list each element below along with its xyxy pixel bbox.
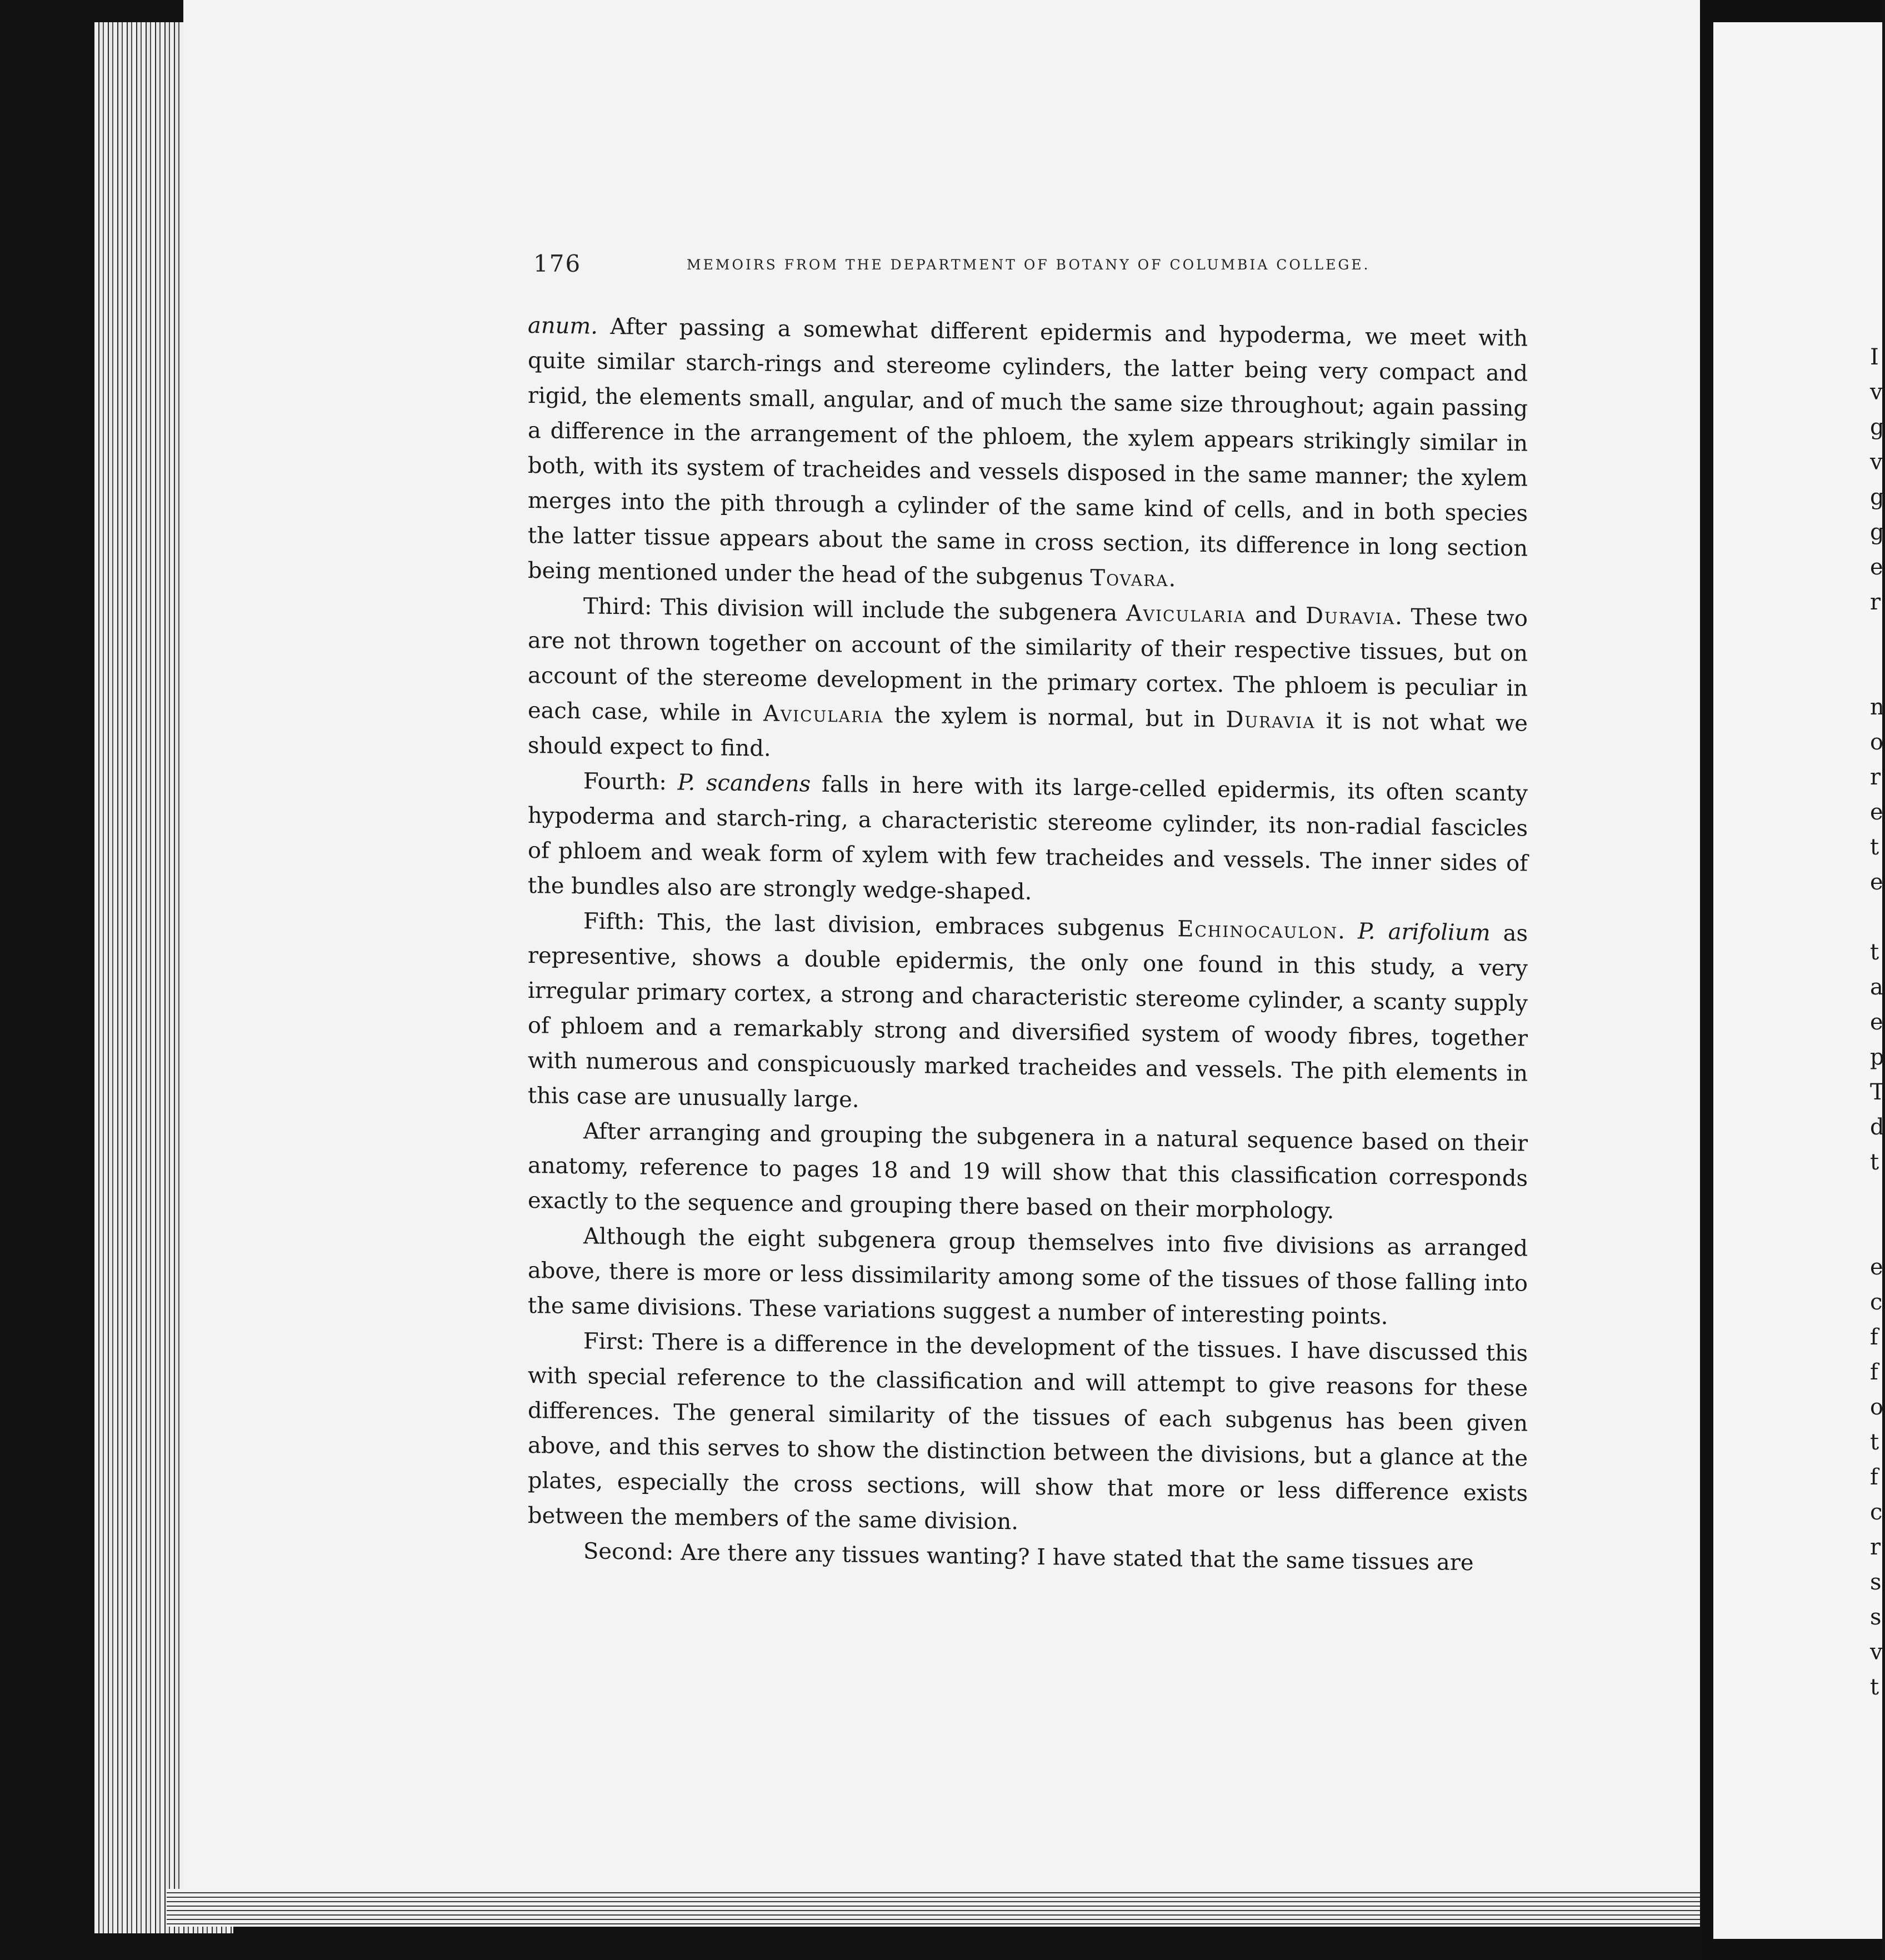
margin-letter: t: [1870, 1149, 1879, 1175]
text-run: .: [1338, 918, 1358, 944]
margin-letter: f: [1870, 1359, 1878, 1385]
italic-text: anum.: [528, 313, 598, 339]
margin-letter: o: [1870, 729, 1884, 755]
margin-letter: e: [1870, 799, 1883, 825]
paragraph: [528, 903, 1528, 1127]
body-text: [528, 308, 1528, 1582]
page-number: 176: [533, 250, 582, 277]
margin-letter: o: [1870, 1394, 1884, 1420]
text-run: After arranging and grouping the subgenera in a natural sequence based on their anatomy, reference to pages 18 and 19 will show that this classification corresponds exactly to the sequence and grouping there based on their morphology.: [528, 1118, 1528, 1224]
margin-letter: t: [1870, 834, 1879, 860]
right-page-surface: [1713, 22, 1885, 1939]
margin-letter: n: [1870, 694, 1884, 720]
margin-letter: [1870, 655, 1882, 690]
page-header: [533, 250, 1378, 283]
margin-letter: [1870, 620, 1882, 655]
italic-text: P. scandens: [677, 769, 811, 797]
margin-letter: g: [1870, 484, 1884, 510]
margin-letter: v: [1870, 1639, 1883, 1665]
paragraph: [528, 588, 1528, 777]
margin-letter: e: [1870, 1009, 1883, 1035]
text-run: falls in here with its large-celled epidermis, its often scanty hypoderma and starch-ring, a characteristic stereome cylinder, its non-radial fascicles of phloem and weak form of xylem with few tracheides and vessels. The inner sides of the bundles also are strongly wedge-shaped.: [528, 771, 1528, 905]
margin-letter: d: [1870, 1114, 1884, 1140]
margin-letter: c: [1870, 1499, 1883, 1525]
text-run: as representive, shows a double epidermis, the only one found in this study, a very irregular primary cortex, a strong and characteristic stereome cylinder, a scanty supply of phloem and a remarkably strong and diversified system of woody fibres, together with numerous and conspicuously marked tracheides and vessels. The pith elements in this case are unusually large.: [528, 920, 1528, 1113]
margin-letter: v: [1870, 379, 1883, 405]
page-bottom-edges: [167, 1889, 1700, 1927]
margin-letter: p: [1870, 1044, 1884, 1070]
text-run: First: There is a difference in the development of the tissues. I have discussed this with special reference to the classification and will attempt to give reasons for these differences. The general similarity of the tissues of each subgenus has been given above, and this serves to show the distinction between the divisions, but a glance at the plates, especially the cross sections, will show that more or less difference exists between the members of the same division.: [528, 1328, 1528, 1535]
margin-letter: s: [1870, 1604, 1882, 1630]
small-caps-text: Avicularia: [763, 701, 884, 728]
paragraph: [528, 763, 1528, 917]
corner-stroke: [1744, 1886, 1794, 1933]
small-caps-text: Avicularia: [1126, 601, 1247, 628]
margin-letter: t: [1870, 939, 1879, 965]
paragraph: [528, 1218, 1528, 1337]
margin-letter: r: [1870, 764, 1881, 790]
paragraph: [528, 308, 1528, 602]
text-run: Fourth:: [583, 768, 678, 796]
text-run: . These two are not thrown together on account of the similarity of their respective tissues, but on account of the stereome development in the primary cortex. The phloem is peculiar in each case, while in: [528, 604, 1528, 727]
text-run: Although the eight subgenera group themselves into five divisions as arranged above, there is more or less dissimilarity among some of the tissues of those falling into the same divisions. These variations suggest a number of interesting points.: [528, 1223, 1528, 1330]
margin-letter: [1870, 1180, 1882, 1215]
margin-letter: c: [1870, 1289, 1883, 1315]
text-run: .: [1168, 566, 1176, 592]
margin-letter: [1870, 1215, 1882, 1250]
margin-letter: t: [1870, 1429, 1879, 1455]
margin-letter: f: [1870, 1324, 1878, 1350]
margin-letter: [1870, 900, 1882, 935]
text-run: and: [1246, 602, 1306, 629]
margin-letter: I: [1870, 344, 1879, 370]
margin-letter: e: [1870, 554, 1883, 580]
paragraph: [528, 1113, 1528, 1232]
right-page-margin-text: [1870, 340, 1885, 1705]
margin-letter: g: [1870, 519, 1884, 545]
margin-letter: v: [1870, 449, 1883, 475]
margin-letter: e: [1870, 1254, 1883, 1280]
text-run: it is not what we should expect to find.: [528, 708, 1528, 762]
margin-letter: T: [1870, 1079, 1885, 1105]
text-run: the xylem is normal, but in: [883, 702, 1226, 733]
right-page: [1700, 0, 1885, 1960]
small-caps-text: Duravia: [1226, 707, 1316, 734]
text-run: Third: This division will include the subgenera: [583, 593, 1126, 627]
margin-letter: f: [1870, 1464, 1878, 1490]
page-corner-mark: [1741, 1874, 1802, 1936]
margin-letter: g: [1870, 414, 1884, 440]
running-head: MEMOIRS FROM THE DEPARTMENT OF BOTANY OF COLUMBIA COLLEGE.: [687, 257, 1371, 273]
margin-letter: s: [1870, 1569, 1882, 1595]
margin-letter: e: [1870, 869, 1883, 895]
text-run: After passing a somewhat different epidermis and hypoderma, we meet with quite similar starch-rings and stereome cylinders, the latter being very compact and rigid, the elements small, angular, and of much the same size throughout; again passing a difference in the arrangement of the phloem, the xylem appears strikingly similar in both, with its system of tracheides and vessels disposed in the same manner; the xylem merges into the pith through a cylinder of the same kind of cells, and in both species the latter tissue appears about the same in cross section, its difference in long section being mentioned under the head of the subgenus: [528, 313, 1528, 591]
small-caps-text: Tovara: [1090, 565, 1169, 592]
margin-letter: a: [1870, 974, 1883, 1000]
margin-letter: r: [1870, 1534, 1881, 1560]
margin-letter: t: [1870, 1674, 1879, 1700]
paragraph: [528, 1323, 1528, 1547]
text-run: Fifth: This, the last division, embraces subgenus: [583, 908, 1178, 942]
small-caps-text: Echinocaulon: [1177, 916, 1338, 944]
text-run: Second: Are there any tissues wanting? I have stated that the same tissues are: [583, 1538, 1474, 1576]
margin-letter: r: [1870, 589, 1881, 615]
italic-text: P. arifolium: [1357, 918, 1491, 946]
small-caps-text: Duravia: [1305, 603, 1396, 630]
